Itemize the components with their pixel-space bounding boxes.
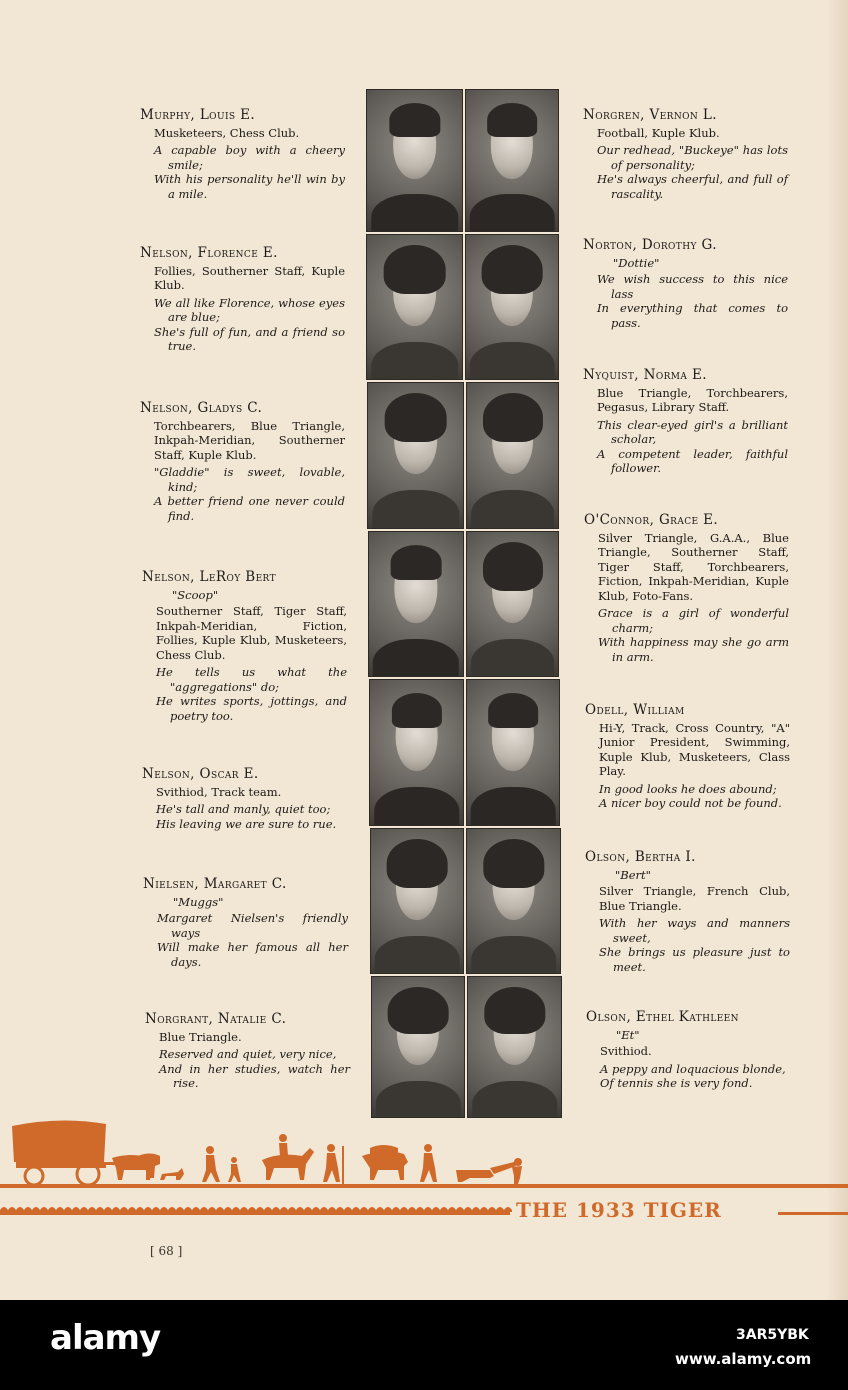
- portrait-photo: [466, 382, 559, 529]
- student-name: Nelson, LeRoy Bert: [142, 569, 276, 585]
- student-name: Norgrant, Natalie C.: [145, 1011, 287, 1027]
- portrait-photo: [367, 382, 464, 529]
- verse-line: Of tennis she is very fond.: [600, 1076, 753, 1090]
- verse-line: In good looks he does abound;: [599, 781, 777, 796]
- student-name: Nelson, Oscar E.: [142, 766, 259, 782]
- senior-entry: [140, 108, 345, 201]
- student-activities: Musketeers, Chess Club.: [154, 125, 300, 140]
- verse-line: With her ways and manners sweet,: [599, 916, 790, 945]
- student-nickname: "Scoop": [172, 587, 219, 602]
- portrait-photo: [466, 531, 559, 677]
- verse-line: His leaving we are sure to rue.: [156, 816, 337, 831]
- student-nickname: "Et": [616, 1027, 640, 1042]
- student-nickname: "Bert": [615, 867, 651, 882]
- student-activities: Football, Kuple Klub.: [597, 125, 720, 140]
- portrait-photo: [369, 679, 464, 826]
- portrait-photo: [370, 828, 464, 974]
- student-activities: Blue Triangle, Torchbearers, Pegasus, Library Staff.: [597, 385, 788, 414]
- senior-entry: [145, 1012, 350, 1091]
- verse-line: He's always cheerful, and full of rascality.: [597, 172, 788, 201]
- verse-line: In everything that comes to pass.: [597, 301, 788, 330]
- portrait-photo: [465, 89, 559, 232]
- verse-line: Reserved and quiet, very nice,: [159, 1047, 337, 1061]
- verse-line: A capable boy with a cheery smile;: [154, 143, 345, 172]
- senior-entry: [584, 513, 789, 664]
- senior-entry: [140, 246, 345, 354]
- student-activities: Silver Triangle, G.A.A., Blue Triangle, Southerner Staff, Tiger Staff, Torchbearers, Fiction, Inkpah-Meridian, Kuple Klub, Foto-Fans.: [598, 530, 789, 603]
- portrait-photo: [368, 531, 464, 677]
- portrait-photo: [366, 89, 463, 232]
- verse-line: This clear-eyed girl's a brilliant scholar,: [597, 417, 788, 446]
- student-nickname: "Dottie": [613, 255, 660, 270]
- verse-line: She's full of fun, and a friend so true.: [154, 324, 345, 353]
- verse-line: And in her studies, watch her rise.: [159, 1061, 350, 1090]
- verse-line: We all like Florence, whose eyes are blue;: [154, 295, 345, 324]
- student-name: Odell, William: [585, 702, 685, 718]
- senior-entry: [583, 368, 788, 476]
- senior-entry: [140, 401, 345, 523]
- yearbook-banner-title: THE 1933 TIGER: [516, 1198, 722, 1222]
- verse-line: She brings us pleasure just to meet.: [599, 945, 790, 974]
- student-name: Olson, Bertha I.: [585, 849, 696, 865]
- portrait-photo: [466, 679, 560, 826]
- student-name: O'Connor, Grace E.: [584, 512, 719, 528]
- student-activities: Torchbearers, Blue Triangle, Inkpah-Meridian, Southerner Staff, Kuple Klub.: [154, 418, 345, 462]
- student-name: Norton, Dorothy G.: [583, 237, 717, 253]
- student-name: Nelson, Gladys C.: [140, 400, 263, 416]
- portrait-photo: [371, 976, 465, 1118]
- verse-line: He tells us what the "aggregations" do;: [156, 665, 347, 694]
- verse-line: He's tall and manly, quiet too;: [156, 802, 331, 816]
- senior-entry: [585, 703, 790, 811]
- student-activities: Svithiod.: [600, 1044, 652, 1058]
- verse-line: A competent leader, faithful follower.: [597, 446, 788, 475]
- portrait-photo: [467, 976, 562, 1118]
- stock-image-id: 3AR5YBK: [736, 1327, 809, 1343]
- portrait-photo: [465, 234, 559, 380]
- verse-line: A better friend one never could find.: [154, 494, 345, 523]
- verse-line: Our redhead, "Buckeye" has lots of personality;: [597, 143, 788, 172]
- portrait-photo: [466, 828, 561, 974]
- page-edge-shadow: [826, 0, 848, 1300]
- verse-line: We wish success to this nice lass: [597, 272, 788, 301]
- stock-brand-logo: alamy: [50, 1318, 161, 1358]
- student-name: Olson, Ethel Kathleen: [586, 1009, 739, 1025]
- verse-line: Grace is a girl of wonderful charm;: [598, 606, 789, 635]
- senior-entry: [142, 767, 347, 831]
- page-number: [ 68 ]: [150, 1244, 183, 1258]
- portrait-photo: [366, 234, 463, 380]
- senior-entry: [143, 877, 348, 969]
- verse-line: He writes sports, jottings, and poetry too.: [156, 694, 347, 723]
- verse-line: A peppy and loquacious blonde,: [600, 1061, 786, 1076]
- student-nickname: "Muggs": [173, 894, 224, 909]
- student-activities: Hi-Y, Track, Cross Country, "A" Junior President, Swimming, Kuple Klub, Musketeers, Class Play.: [599, 720, 790, 778]
- student-activities: Blue Triangle.: [159, 1029, 242, 1044]
- senior-entry: [583, 238, 788, 330]
- verse-line: With his personality he'll win by a mile.: [154, 172, 345, 201]
- student-activities: Svithiod, Track team.: [156, 784, 282, 799]
- senior-entry: [583, 108, 788, 201]
- student-activities: Southerner Staff, Tiger Staff, Inkpah-Meridian, Fiction, Follies, Kuple Klub, Musketeers, Chess Club.: [156, 604, 347, 662]
- student-activities: Silver Triangle, French Club, Blue Triangle.: [599, 884, 790, 913]
- verse-line: Margaret Nielsen's friendly ways: [157, 911, 348, 940]
- senior-entry: [586, 1010, 791, 1091]
- senior-entry: [142, 570, 347, 723]
- verse-line: Will make her famous all her days.: [157, 940, 348, 969]
- student-name: Nyquist, Norma E.: [583, 367, 707, 383]
- student-name: Nielsen, Margaret C.: [143, 876, 287, 892]
- student-name: Nelson, Florence E.: [140, 245, 278, 261]
- student-name: Murphy, Louis E.: [140, 107, 256, 123]
- verse-line: A nicer boy could not be found.: [599, 796, 782, 810]
- verse-line: With happiness may she go arm in arm.: [598, 635, 789, 664]
- student-activities: Follies, Southerner Staff, Kuple Klub.: [154, 263, 345, 292]
- senior-entry: [585, 850, 790, 974]
- stock-url[interactable]: www.alamy.com: [675, 1350, 812, 1368]
- student-name: Norgren, Vernon L.: [583, 107, 717, 123]
- verse-line: "Gladdie" is sweet, lovable, kind;: [154, 465, 345, 494]
